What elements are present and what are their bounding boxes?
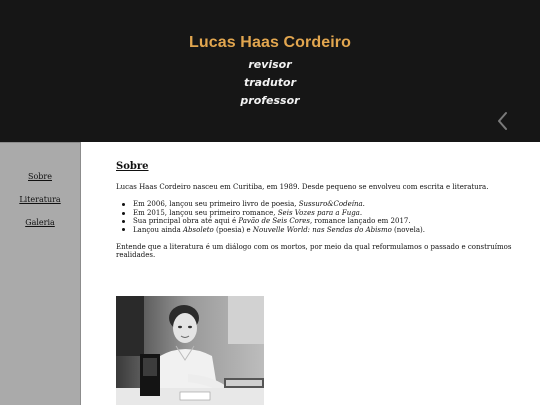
sidebar-item-galeria[interactable]: Galeria <box>25 218 55 227</box>
list-item: Sua principal obra até aqui é Pavão de Seis Cores, romance lançado em 2017. <box>116 217 516 225</box>
role-tradutor: tradutor <box>243 76 297 89</box>
book-title: Absoleto <box>183 225 214 234</box>
author-photo <box>116 296 264 405</box>
intro-paragraph: Lucas Haas Cordeiro nasceu em Curitiba, em 1989. Desde pequeno se envolveu com escrita e literatura. <box>116 183 489 191</box>
sidebar-nav <box>0 142 81 405</box>
main-content <box>116 160 516 269</box>
list-item: Em 2006, lançou seu primeiro livro de poesia, Sussuro&Codeína. <box>116 200 516 208</box>
list-item: Lançou ainda Absoleto (poesia) e Nouvelle World: nas Sendas do Abismo (novela). <box>116 226 516 234</box>
book-title: Pavão de Seis Cores <box>238 217 310 226</box>
book-title: Seis Vozes para a Fuga <box>277 208 360 217</box>
list-item: Em 2015, lançou seu primeiro romance, Seis Vozes para a Fuga. <box>116 209 516 217</box>
works-list <box>116 200 516 234</box>
site-header <box>0 0 540 142</box>
book-title: Nouvelle World: nas Sendas do Abismo <box>252 225 392 234</box>
book-title: Sussuro&Codeína <box>298 200 363 209</box>
closing-paragraph: Entende que a literatura é um diálogo com os mortos, por meio da qual reformulamos o passado e construímos realidades. <box>116 243 512 260</box>
chevron-left-icon[interactable] <box>495 110 511 132</box>
role-revisor: revisor <box>248 58 292 71</box>
site-title: Lucas Haas Cordeiro <box>189 34 351 51</box>
page-title: Sobre <box>116 161 149 172</box>
sidebar-item-sobre[interactable]: Sobre <box>28 172 52 181</box>
role-professor: professor <box>240 94 300 107</box>
sidebar-item-literatura[interactable]: Literatura <box>19 195 61 204</box>
